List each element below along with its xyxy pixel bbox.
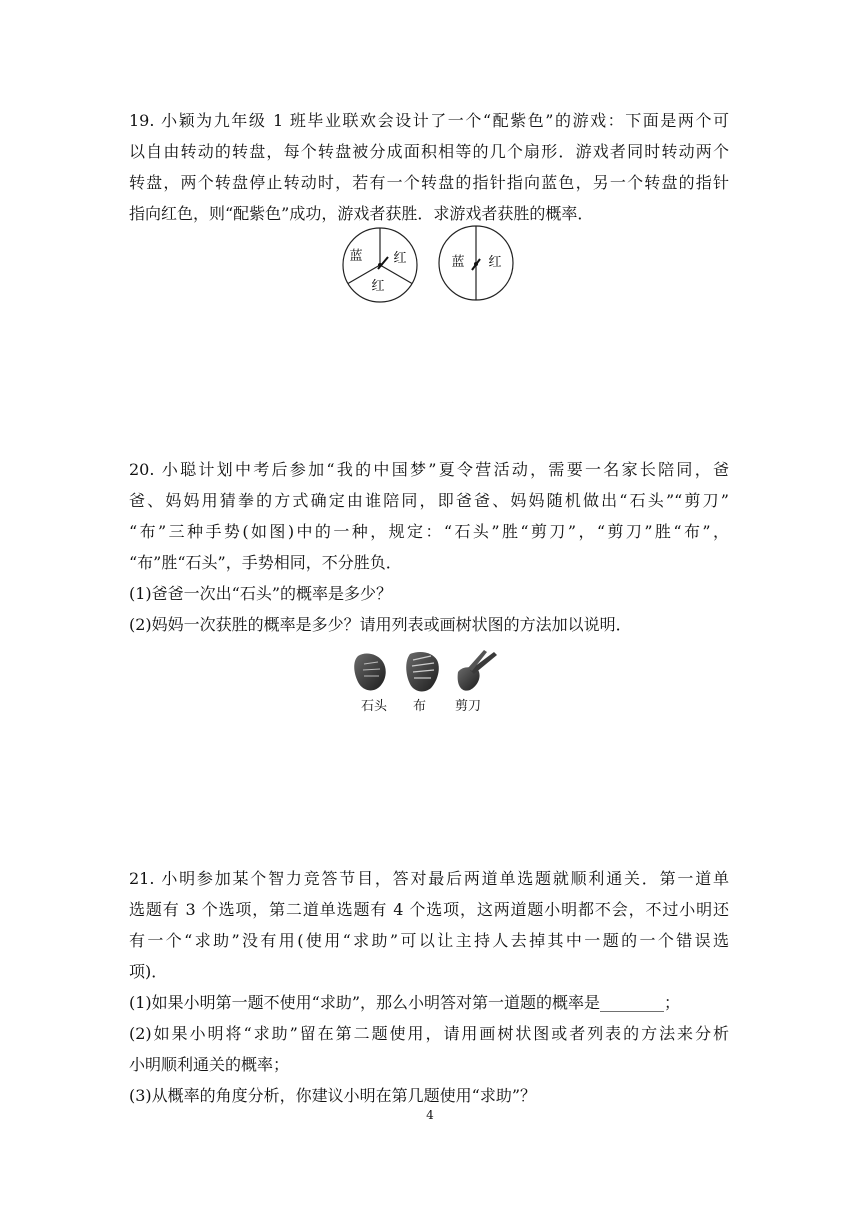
q21-line-4: 项)． — [129, 962, 168, 981]
q19-line-3: 转盘，两个转盘停止转动时，若有一个转盘的指针指向蓝色，另一个转盘的指针 — [129, 173, 729, 192]
spinner-1-label-red-bottom: 红 — [371, 279, 385, 294]
spinner-2 — [439, 226, 513, 300]
rock-gesture-icon — [354, 654, 386, 691]
q21-line-2: 选题有 3 个选项，第二道单选题有 4 个选项，这两道题小明都不会，不过小明还 — [129, 900, 729, 919]
q21-line-8: (3)从概率的角度分析，你建议小明在第几题使用“求助”？ — [129, 1086, 537, 1105]
spinner-2-label-red: 红 — [488, 255, 502, 270]
q20-line-4: “布”胜“石头”，手势相同，不分胜负． — [129, 553, 402, 572]
question-19 — [129, 105, 729, 229]
q20-line-3: “布”三种手势(如图)中的一种，规定：“石头”胜“剪刀”，“剪刀”胜“布”， — [129, 522, 729, 541]
q20-line-1: 20. 小聪计划中考后参加“我的中国梦”夏令营活动，需要一名家长陪同，爸 — [129, 460, 729, 479]
q19-line-2: 以自由转动的转盘，每个转盘被分成面积相等的几个扇形．游戏者同时转动两个 — [129, 142, 729, 161]
q20-line-5: (1)爸爸一次出“石头”的概率是多少？ — [129, 584, 393, 603]
q20-line-2: 爸、妈妈用猜拳的方式确定由谁陪同，即爸爸、妈妈随机做出“石头”“剪刀” — [129, 491, 729, 510]
hand-gestures-figure — [0, 648, 860, 698]
caption-scissors: 剪刀 — [455, 699, 482, 714]
page-number: 4 — [426, 1108, 434, 1122]
question-21 — [129, 863, 729, 1111]
q20-line-6: (2)妈妈一次获胜的概率是多少？请用列表或画树状图的方法加以说明． — [129, 615, 632, 634]
q21-line-1: 21. 小明参加某个智力竞答节目，答对最后两道单选题就顺利通关．第一道单 — [129, 869, 729, 888]
q21-line-6: (2)如果小明将“求助”留在第二题使用，请用画树状图或者列表的方法来分析 — [129, 1024, 729, 1043]
q19-line-1: 19. 小颖为九年级 1 班毕业联欢会设计了一个“配紫色”的游戏：下面是两个可 — [129, 111, 729, 130]
q21-line-3: 有一个“求助”没有用(使用“求助”可以让主持人去掉其中一题的一个错误选 — [129, 931, 729, 950]
scissors-gesture-icon — [458, 650, 497, 691]
q21-line-5: (1)如果小明第一题不使用“求助”，那么小明答对第一道题的概率是________； — [129, 993, 681, 1012]
q19-line-4: 指向红色，则“配紫色”成功，游戏者获胜．求游戏者获胜的概率． — [129, 204, 594, 223]
spinner-2-label-blue: 蓝 — [451, 255, 465, 270]
spinner-1-label-blue: 蓝 — [349, 249, 363, 264]
paper-gesture-icon — [406, 652, 439, 691]
caption-rock: 石头 — [361, 699, 388, 714]
spinners-figure — [0, 223, 860, 313]
q21-line-7: 小明顺利通关的概率； — [129, 1055, 290, 1074]
caption-paper: 布 — [413, 699, 427, 714]
spinner-1-label-red-right: 红 — [393, 251, 407, 266]
spinner-1 — [343, 228, 417, 302]
question-20 — [129, 454, 729, 640]
